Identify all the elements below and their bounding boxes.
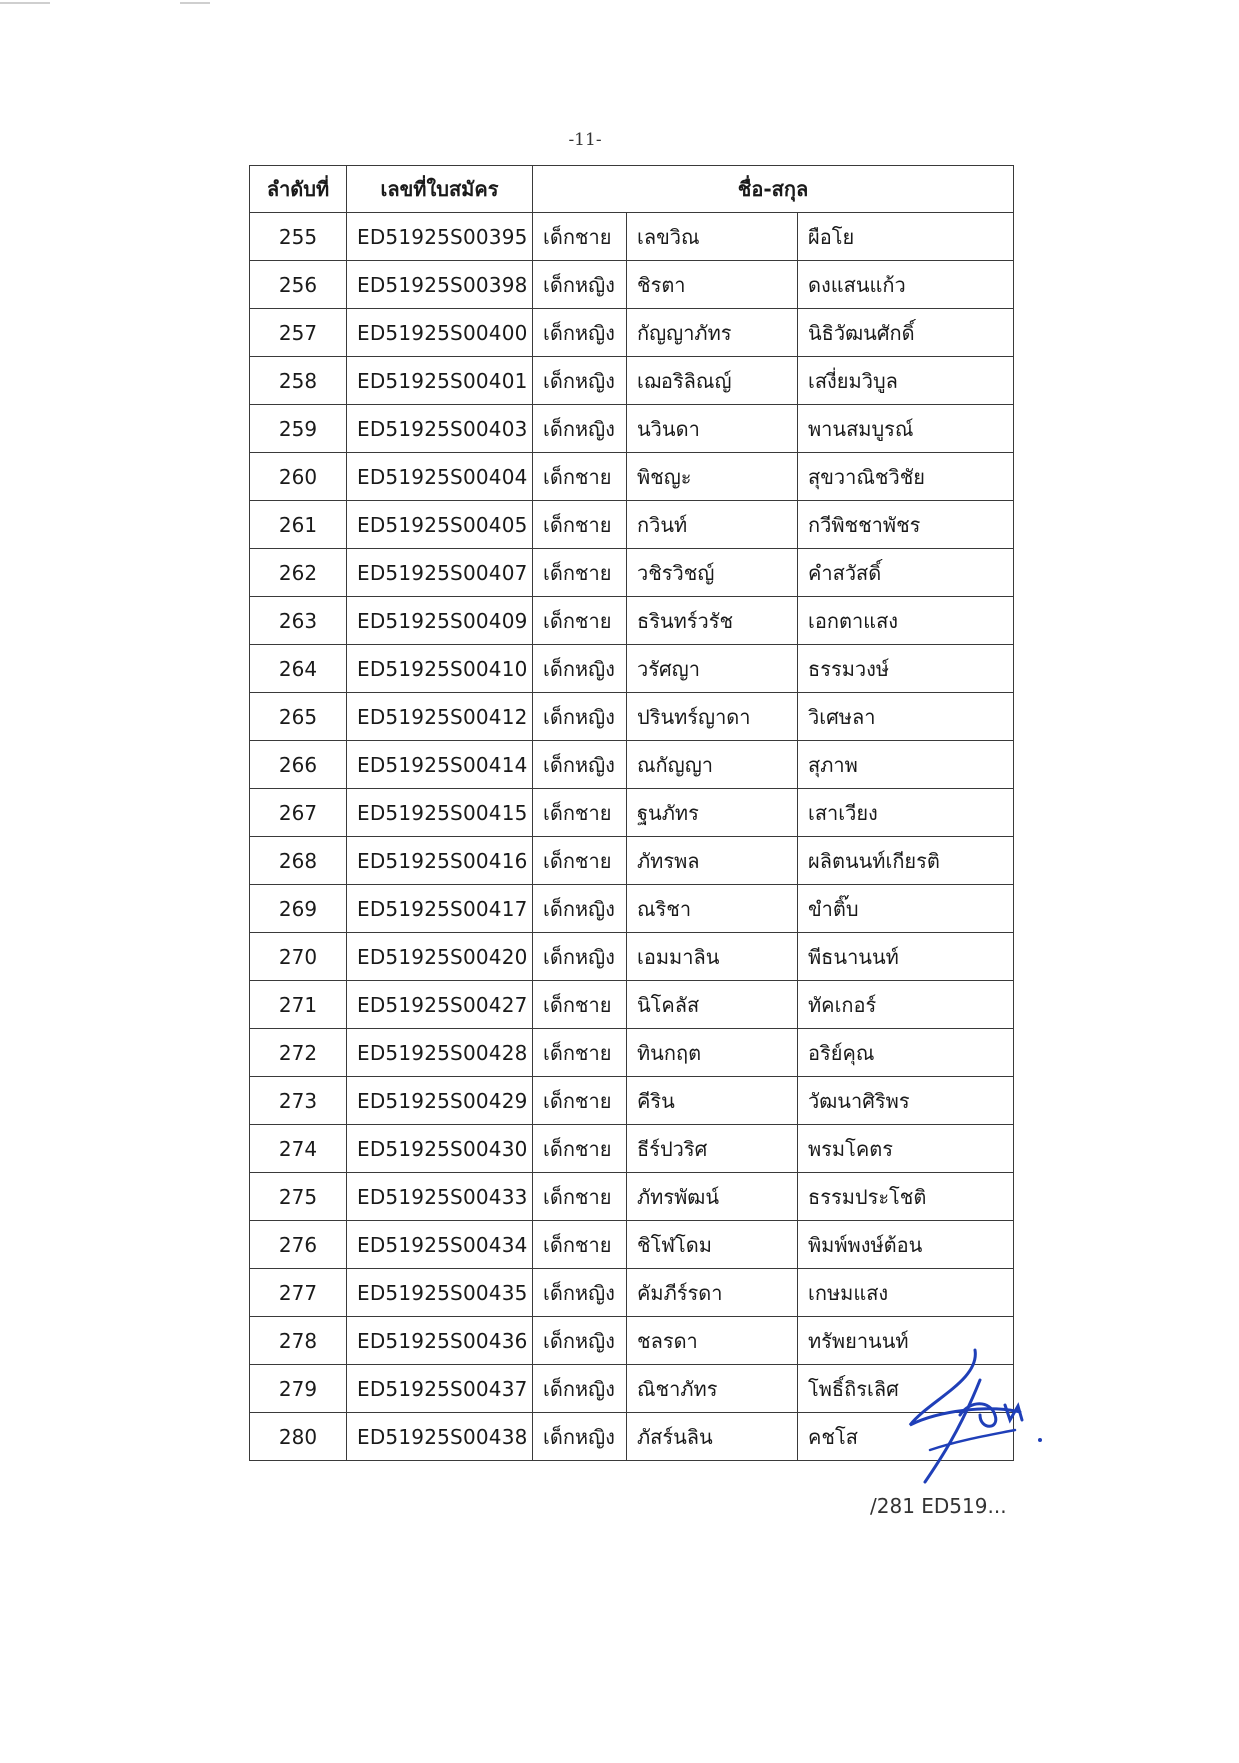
cell-title: เด็กชาย [533, 453, 627, 501]
cell-application-no: ED51925S00415 [347, 789, 533, 837]
cell-application-no: ED51925S00428 [347, 1029, 533, 1077]
cell-last-name: อริย์คุณ [798, 1029, 1014, 1077]
cell-title: เด็กชาย [533, 837, 627, 885]
cell-last-name: พีธนานนท์ [798, 933, 1014, 981]
table-row [250, 837, 1014, 885]
cell-first-name: ชิโฬโดม [627, 1221, 798, 1269]
cell-last-name: วิเศษลา [798, 693, 1014, 741]
cell-last-name: วัฒนาศิริพร [798, 1077, 1014, 1125]
cell-title: เด็กหญิง [533, 741, 627, 789]
cell-last-name: เสาเวียง [798, 789, 1014, 837]
cell-title: เด็กชาย [533, 1077, 627, 1125]
cell-first-name: วรัศญา [627, 645, 798, 693]
page-number: -11- [568, 130, 602, 150]
cell-no: 261 [250, 501, 347, 549]
cell-no: 257 [250, 309, 347, 357]
cell-first-name: กัญญาภัทร [627, 309, 798, 357]
cell-title: เด็กหญิง [533, 885, 627, 933]
cell-title: เด็กหญิง [533, 405, 627, 453]
cell-title: เด็กหญิง [533, 1413, 627, 1461]
cell-application-no: ED51925S00434 [347, 1221, 533, 1269]
cell-no: 265 [250, 693, 347, 741]
cell-title: เด็กชาย [533, 597, 627, 645]
cell-application-no: ED51925S00405 [347, 501, 533, 549]
cell-last-name: เอกตาแสง [798, 597, 1014, 645]
cell-first-name: ณริชา [627, 885, 798, 933]
cell-last-name: ธรรมวงษ์ [798, 645, 1014, 693]
cell-first-name: เอมมาลิน [627, 933, 798, 981]
cell-title: เด็กชาย [533, 213, 627, 261]
table-row [250, 741, 1014, 789]
cell-application-no: ED51925S00438 [347, 1413, 533, 1461]
cell-no: 275 [250, 1173, 347, 1221]
table-row [250, 261, 1014, 309]
cell-first-name: ภัทรพัฒน์ [627, 1173, 798, 1221]
cell-first-name: ชลรดา [627, 1317, 798, 1365]
cell-application-no: ED51925S00430 [347, 1125, 533, 1173]
cell-no: 256 [250, 261, 347, 309]
cell-no: 279 [250, 1365, 347, 1413]
cell-no: 278 [250, 1317, 347, 1365]
cell-last-name: พิมพ์พงษ์ต้อน [798, 1221, 1014, 1269]
cell-application-no: ED51925S00403 [347, 405, 533, 453]
cell-application-no: ED51925S00395 [347, 213, 533, 261]
table-row [250, 1365, 1014, 1413]
table-row [250, 1221, 1014, 1269]
cell-last-name: กวีพิชชาพัชร [798, 501, 1014, 549]
cell-no: 260 [250, 453, 347, 501]
cell-application-no: ED51925S00410 [347, 645, 533, 693]
cell-last-name: ธรรมประโชติ [798, 1173, 1014, 1221]
header-no: ลำดับที่ [250, 166, 347, 213]
cell-title: เด็กชาย [533, 549, 627, 597]
cell-first-name: นวินดา [627, 405, 798, 453]
cell-first-name: เลขวิณ [627, 213, 798, 261]
cell-application-no: ED51925S00398 [347, 261, 533, 309]
cell-title: เด็กหญิง [533, 1317, 627, 1365]
cell-first-name: ฐนภัทร [627, 789, 798, 837]
cell-application-no: ED51925S00427 [347, 981, 533, 1029]
cell-title: เด็กหญิง [533, 1365, 627, 1413]
cell-application-no: ED51925S00412 [347, 693, 533, 741]
cell-last-name: ผลิตนนท์เกียรติ [798, 837, 1014, 885]
cell-application-no: ED51925S00437 [347, 1365, 533, 1413]
table-row [250, 789, 1014, 837]
table-row [250, 405, 1014, 453]
table-row [250, 693, 1014, 741]
scan-edge-mark [0, 2, 50, 4]
table-header-row [250, 166, 1014, 213]
table-row [250, 981, 1014, 1029]
cell-last-name: พรมโคตร [798, 1125, 1014, 1173]
table-row [250, 501, 1014, 549]
cell-first-name: ธรินทร์วรัช [627, 597, 798, 645]
continuation-note: /281 ED519... [870, 1494, 1007, 1518]
cell-first-name: ทินกฤต [627, 1029, 798, 1077]
table-row [250, 933, 1014, 981]
cell-first-name: ณิชาภัทร [627, 1365, 798, 1413]
cell-application-no: ED51925S00414 [347, 741, 533, 789]
signature-mark [900, 1340, 1060, 1490]
cell-no: 269 [250, 885, 347, 933]
header-name: ชื่อ-สกุล [533, 166, 1014, 213]
table-row [250, 1317, 1014, 1365]
cell-no: 276 [250, 1221, 347, 1269]
cell-no: 272 [250, 1029, 347, 1077]
cell-no: 267 [250, 789, 347, 837]
table-row [250, 549, 1014, 597]
table-row [250, 1029, 1014, 1077]
cell-first-name: ธีร์ปวริศ [627, 1125, 798, 1173]
table-row [250, 309, 1014, 357]
cell-application-no: ED51925S00416 [347, 837, 533, 885]
cell-first-name: คีริน [627, 1077, 798, 1125]
table-row [250, 645, 1014, 693]
cell-application-no: ED51925S00435 [347, 1269, 533, 1317]
table-body [250, 213, 1014, 1461]
cell-no: 255 [250, 213, 347, 261]
cell-first-name: ณกัญญา [627, 741, 798, 789]
cell-no: 270 [250, 933, 347, 981]
cell-no: 271 [250, 981, 347, 1029]
cell-no: 264 [250, 645, 347, 693]
cell-title: เด็กชาย [533, 1173, 627, 1221]
cell-no: 274 [250, 1125, 347, 1173]
cell-last-name: คำสวัสดิ์ [798, 549, 1014, 597]
cell-last-name: เสงี่ยมวิบูล [798, 357, 1014, 405]
table-row [250, 597, 1014, 645]
cell-title: เด็กชาย [533, 1221, 627, 1269]
cell-no: 258 [250, 357, 347, 405]
table-row [250, 357, 1014, 405]
cell-title: เด็กหญิง [533, 1269, 627, 1317]
cell-application-no: ED51925S00409 [347, 597, 533, 645]
cell-last-name: ดงแสนแก้ว [798, 261, 1014, 309]
cell-first-name: ภัทรพล [627, 837, 798, 885]
cell-last-name: ทัคเกอร์ [798, 981, 1014, 1029]
cell-last-name: คชโส [798, 1413, 1014, 1461]
table-row [250, 1269, 1014, 1317]
cell-application-no: ED51925S00417 [347, 885, 533, 933]
cell-title: เด็กหญิง [533, 357, 627, 405]
cell-first-name: ภัสร์นลิน [627, 1413, 798, 1461]
cell-first-name: นิโคลัส [627, 981, 798, 1029]
cell-first-name: ชิรตา [627, 261, 798, 309]
cell-last-name: ขำติ๊บ [798, 885, 1014, 933]
scan-edge-mark [180, 2, 210, 4]
cell-last-name: พานสมบูรณ์ [798, 405, 1014, 453]
cell-first-name: คัมภีร์รดา [627, 1269, 798, 1317]
cell-title: เด็กชาย [533, 1125, 627, 1173]
cell-last-name: เกษมแสง [798, 1269, 1014, 1317]
cell-no: 262 [250, 549, 347, 597]
cell-title: เด็กชาย [533, 1029, 627, 1077]
applicant-table [249, 165, 1014, 1461]
table-row [250, 213, 1014, 261]
cell-last-name: ทรัพยานนท์ [798, 1317, 1014, 1365]
cell-application-no: ED51925S00433 [347, 1173, 533, 1221]
cell-last-name: สุภาพ [798, 741, 1014, 789]
cell-no: 268 [250, 837, 347, 885]
cell-application-no: ED51925S00420 [347, 933, 533, 981]
cell-first-name: พิชญะ [627, 453, 798, 501]
cell-last-name: โพธิ์ถิรเลิศ [798, 1365, 1014, 1413]
cell-first-name: ปรินทร์ญาดา [627, 693, 798, 741]
cell-title: เด็กหญิง [533, 309, 627, 357]
cell-title: เด็กหญิง [533, 693, 627, 741]
table-row [250, 1125, 1014, 1173]
table-row [250, 1173, 1014, 1221]
cell-first-name: วชิรวิชญ์ [627, 549, 798, 597]
cell-application-no: ED51925S00429 [347, 1077, 533, 1125]
cell-no: 263 [250, 597, 347, 645]
cell-last-name: นิธิวัฒนศักดิ์ [798, 309, 1014, 357]
cell-title: เด็กหญิง [533, 645, 627, 693]
cell-no: 259 [250, 405, 347, 453]
cell-title: เด็กหญิง [533, 261, 627, 309]
header-application-no: เลขที่ใบสมัคร [347, 166, 533, 213]
cell-title: เด็กชาย [533, 501, 627, 549]
cell-no: 280 [250, 1413, 347, 1461]
cell-application-no: ED51925S00400 [347, 309, 533, 357]
cell-title: เด็กชาย [533, 789, 627, 837]
table-row [250, 1413, 1014, 1461]
table-row [250, 1077, 1014, 1125]
cell-last-name: สุขวาณิชวิชัย [798, 453, 1014, 501]
cell-no: 277 [250, 1269, 347, 1317]
cell-no: 266 [250, 741, 347, 789]
cell-last-name: ผือโย [798, 213, 1014, 261]
cell-application-no: ED51925S00436 [347, 1317, 533, 1365]
cell-application-no: ED51925S00407 [347, 549, 533, 597]
table-row [250, 885, 1014, 933]
cell-title: เด็กหญิง [533, 933, 627, 981]
cell-title: เด็กชาย [533, 981, 627, 1029]
cell-application-no: ED51925S00401 [347, 357, 533, 405]
cell-no: 273 [250, 1077, 347, 1125]
table-row [250, 453, 1014, 501]
cell-first-name: เฌอริลิณญ์ [627, 357, 798, 405]
cell-first-name: กวินท์ [627, 501, 798, 549]
cell-application-no: ED51925S00404 [347, 453, 533, 501]
